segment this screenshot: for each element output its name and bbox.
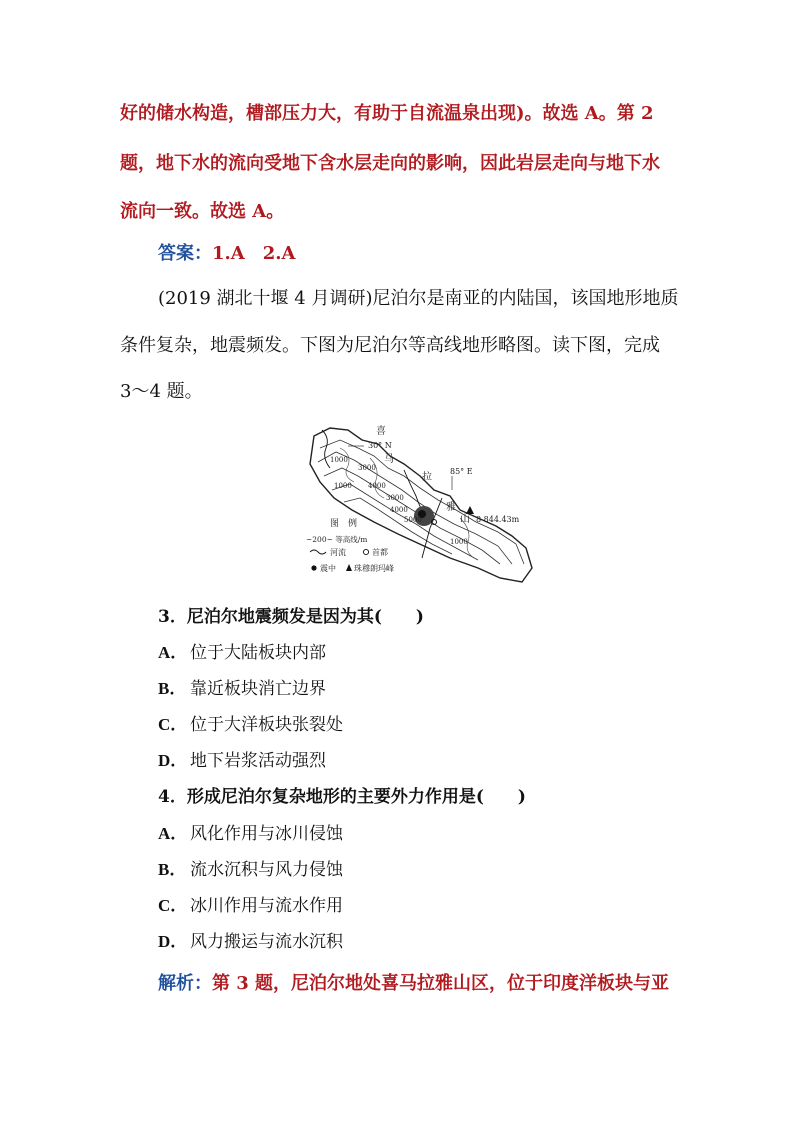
contour-label: 4000 <box>390 506 408 514</box>
legend-capital-icon <box>363 549 368 554</box>
map-label-ya: 雅 <box>446 502 456 513</box>
legend-river: 河流 <box>330 548 346 557</box>
option-text: 风力搬运与流水沉积 <box>190 932 343 952</box>
option-text: 地下岩浆活动强烈 <box>190 751 326 771</box>
answer-label: 答案： <box>158 243 212 264</box>
q3-option-c <box>158 713 343 737</box>
answer-row <box>158 242 296 266</box>
option-letter: C． <box>158 896 188 915</box>
map-label-shan: 山 <box>460 514 470 525</box>
country-outline <box>310 428 532 582</box>
contour-label: 1000 <box>334 482 352 490</box>
q3-option-b <box>158 677 326 701</box>
analysis-label: 解析： <box>158 973 212 994</box>
explanation-line-2: 题，地下水的流向受地下含水层走向的影响，因此岩层走向与地下水 <box>120 153 660 174</box>
legend-river-icon <box>310 550 326 554</box>
option-text: 位于大洋板块张裂处 <box>190 715 343 735</box>
explanation-line-3: 流向一致。故选 A。 <box>120 201 285 222</box>
q4-stem: 4．形成尼泊尔复杂地形的主要外力作用是( ) <box>158 787 526 807</box>
nepal-contour-map <box>300 418 540 590</box>
contour-label: 5000 <box>404 516 422 524</box>
option-letter: C． <box>158 715 188 734</box>
legend-peak: 珠穆朗玛峰 <box>354 564 394 573</box>
river-line <box>322 430 330 468</box>
answer-value: 1.A 2.A <box>212 243 296 264</box>
q3-option-d <box>158 749 326 773</box>
map-label-xi: 喜 <box>376 426 386 437</box>
latitude-label: 30° N <box>368 441 392 450</box>
q4-option-a <box>158 822 343 846</box>
legend-capital: 首都 <box>372 548 388 557</box>
legend-contour: ~200~ 等高线/m <box>306 535 368 544</box>
option-letter: A． <box>158 824 188 843</box>
contour-label: 1000 <box>330 456 348 464</box>
legend-epicenter-icon <box>311 565 316 570</box>
map-label-la: 拉 <box>422 472 432 483</box>
option-text: 位于大陆板块内部 <box>190 643 326 663</box>
contour-label: 1000 <box>450 538 468 546</box>
contour-line <box>318 452 512 564</box>
map-label-ma: 马 <box>384 454 394 465</box>
q4-option-c <box>158 894 343 918</box>
option-text: 靠近板块消亡边界 <box>190 679 326 699</box>
contour-line <box>340 448 354 482</box>
option-text: 风化作用与冰川侵蚀 <box>190 824 343 844</box>
explanation-line-1: 好的储水构造，槽部压力大，有助于自流温泉出现)。故选 A。第 2 <box>120 103 654 124</box>
legend-epicenter: 震中 <box>320 564 336 573</box>
intro-line-3: 3～4 题。 <box>120 381 203 402</box>
option-letter: B． <box>158 679 187 698</box>
option-letter: D． <box>158 932 188 951</box>
q4-option-b <box>158 858 343 882</box>
option-text: 流水沉积与风力侵蚀 <box>190 860 343 880</box>
intro-line-2: 条件复杂，地震频发。下图为尼泊尔等高线地形略图。读下图，完成 <box>120 335 660 356</box>
contour-label: 3000 <box>358 464 376 472</box>
q3-option-a <box>158 641 326 665</box>
option-letter: A． <box>158 643 188 662</box>
option-letter: B． <box>158 860 187 879</box>
option-letter: D． <box>158 751 188 770</box>
analysis-text: 第 3 题，尼泊尔地处喜马拉雅山区，位于印度洋板块与亚 <box>212 973 670 994</box>
contour-label: 3000 <box>386 494 404 502</box>
analysis-row <box>158 972 669 996</box>
peak-height-label: 8 844.43m <box>476 515 520 524</box>
option-text: 冰川作用与流水作用 <box>190 896 343 916</box>
legend-title: 图 例 <box>330 519 358 529</box>
q3-stem: 3．尼泊尔地震频发是因为其( ) <box>158 607 424 627</box>
legend-peak-icon <box>346 564 352 571</box>
q4-option-d <box>158 930 343 954</box>
contour-label: 4000 <box>368 482 386 490</box>
peak-icon <box>466 506 474 514</box>
intro-line-1: (2019 湖北十堰 4 月调研)尼泊尔是南亚的内陆国，该国地形地质 <box>158 288 679 309</box>
longitude-label: 85° E <box>450 467 473 476</box>
